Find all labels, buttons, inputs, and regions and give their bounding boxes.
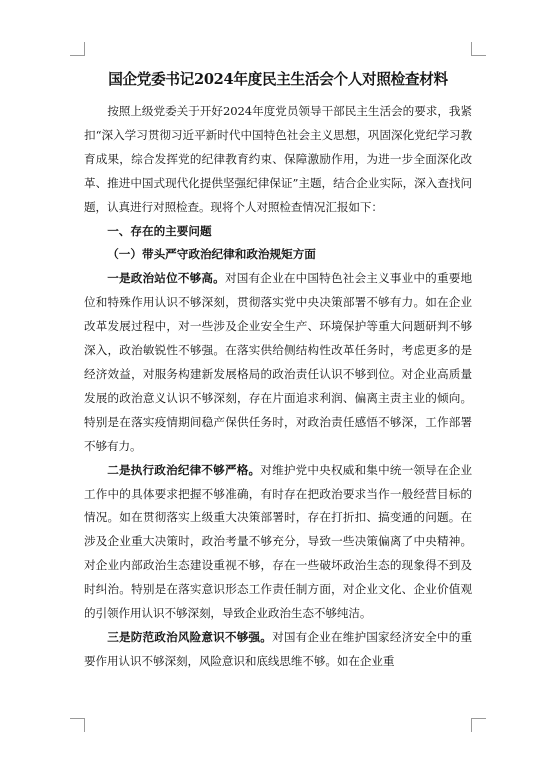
crop-mark-top-right [471, 42, 472, 56]
item-body-2: 对维护党中央权威和集中统一领导在企业工作中的具体要求把握不够准确，有时存在把政治要求当作一般经营目标的情况。如在贯彻落实上级重大决策部署时，存在打折扣、搞变通的问题。在涉及企业重大决策时，政治考量不够充分，导致一些决策偏离了中央精神。对企业内部政治生态建设重视不够，存在一些破坏政治生态的现象得不到及时纠治。特别是在落实意识形态工作责任制方面，对企业文化、企业价值观的引领作用认识不够深刻，导致企业政治生态不够纯洁。 [84, 462, 473, 621]
item-lead-1: 一是政治站位不够高。 [107, 271, 225, 286]
crop-mark-bottom-left [70, 718, 84, 719]
section-heading: 一、存在的主要问题 [107, 223, 212, 238]
item-paragraph-3 [84, 626, 472, 674]
document-body [84, 66, 472, 674]
item-lead-2: 二是执行政治纪律不够严格。 [107, 462, 261, 477]
intro-paragraph: 按照上级党委关于开好2024年度党员领导干部民主生活会的要求，我紧扣“深入学习贯彻习近平新时代中国特色社会主义思想，巩固深化党纪学习教育成果，综合发挥党的纪律教育约束、保障激励作用，为进一步全面深化改革、推进中国式现代化提供坚强纪律保证”主题，结合企业实际，深入查找问题，认真进行对照检查。现将个人对照检查情况汇报如下： [84, 104, 472, 214]
item-body-3: 对国有企业在维护国家经济安全中的重要作用认识不够深刻，风险意识和底线思维不够。如在企业重 [84, 629, 472, 668]
item-paragraph-2 [84, 459, 472, 626]
item-lead-3: 三是防范政治风险意识不够强。 [107, 629, 273, 644]
crop-mark-top-right [472, 55, 486, 56]
subsection-heading: （一）带头严守政治纪律和政治规矩方面 [107, 247, 316, 262]
item-body-1: 对国有企业在中国特色社会主义事业中的重要地位和特殊作用认识不够深刻，贯彻落实党中央决策部署不够有力。如在企业改革发展过程中，对一些涉及企业安全生产、环境保护等重大问题研判不够深入，政治敏锐性不够强。在落实供给侧结构性改革任务时，考虑更多的是经济效益，对服务构建新发展格局的政治责任认识不够到位。对企业高质量发展的政治意义认识不够深刻，存在片面追求利润、偏离主责主业的倾向。特别是在落实疫情期间稳产保供任务时，对政治责任感悟不够深，工作部署不够有力。 [84, 271, 472, 453]
crop-mark-bottom-left [84, 718, 85, 732]
crop-mark-bottom-right [471, 718, 472, 732]
crop-mark-top-left [70, 55, 84, 56]
crop-mark-top-left [84, 42, 85, 56]
item-paragraph-1 [84, 267, 472, 458]
document-title: 国企党委书记2024年度民主生活会个人对照检查材料 [108, 71, 448, 88]
crop-mark-bottom-right [472, 718, 486, 719]
